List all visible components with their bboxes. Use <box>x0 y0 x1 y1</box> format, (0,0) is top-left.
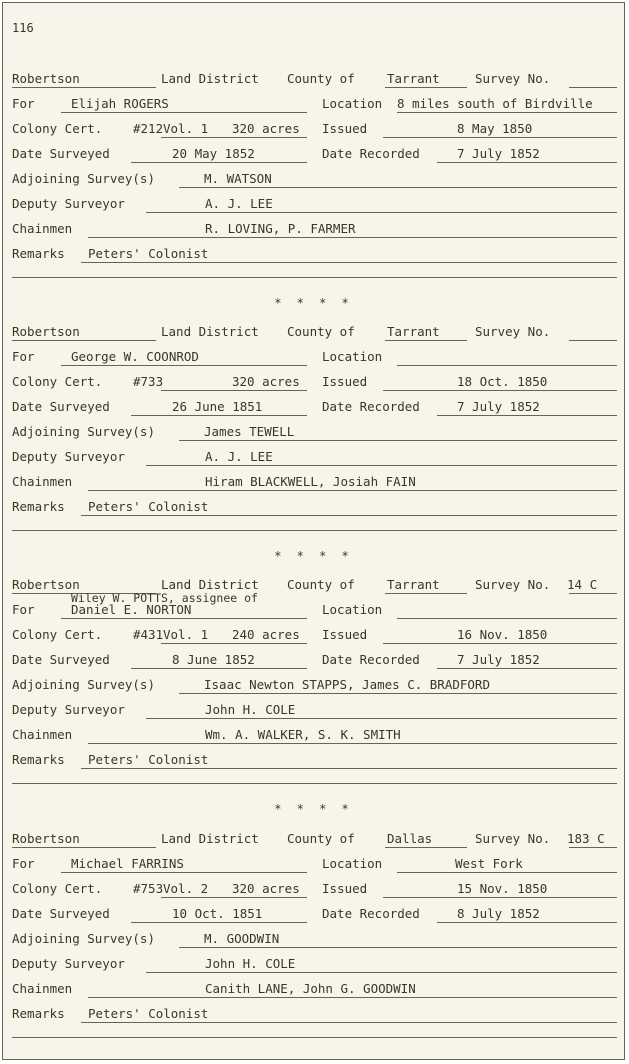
chainmen-label: Chainmen <box>12 221 73 236</box>
fill-line <box>88 743 617 744</box>
record-row <box>3 1006 624 1026</box>
location-label: Location <box>322 602 383 617</box>
fill-line <box>397 365 617 366</box>
fill-line <box>179 440 617 441</box>
survey-no-label: Survey No. <box>475 577 551 592</box>
record-row <box>3 831 624 851</box>
survey-no-value: 14 C <box>567 577 598 592</box>
blank-line <box>12 277 617 278</box>
record-row <box>3 146 624 166</box>
date-recorded-label: Date Recorded <box>322 652 420 667</box>
for-label: For <box>12 602 35 617</box>
deputy-label: Deputy Surveyor <box>12 702 125 717</box>
fill-line <box>437 415 617 416</box>
fill-line <box>161 137 307 138</box>
fill-line <box>61 618 307 619</box>
date-recorded-value: 7 July 1852 <box>457 652 540 667</box>
blank-line <box>12 530 617 531</box>
record-row <box>3 349 624 369</box>
cert-number: #753 <box>133 881 164 896</box>
cert-acres: 240 acres <box>232 627 300 642</box>
fill-line <box>88 237 617 238</box>
chainmen-label: Chainmen <box>12 727 73 742</box>
chainmen-value: Hiram BLACKWELL, Josiah FAIN <box>205 474 416 489</box>
fill-line <box>88 490 617 491</box>
adjoining-label: Adjoining Survey(s) <box>12 424 155 439</box>
date-surveyed-label: Date Surveyed <box>12 652 110 667</box>
chainmen-label: Chainmen <box>12 474 73 489</box>
chainmen-value: Canith LANE, John G. GOODWIN <box>205 981 416 996</box>
cert-volume: Vol. 1 <box>163 627 209 642</box>
deputy-value: A. J. LEE <box>205 449 273 464</box>
deputy-label: Deputy Surveyor <box>12 956 125 971</box>
colony-cert-label: Colony Cert. <box>12 121 103 136</box>
record-row <box>3 399 624 419</box>
deputy-value: John H. COLE <box>205 956 296 971</box>
for-label: For <box>12 349 35 364</box>
record-row <box>3 727 624 747</box>
county-label: County of <box>287 324 355 339</box>
fill-line <box>383 137 617 138</box>
county-label: County of <box>287 831 355 846</box>
record-row <box>3 702 624 722</box>
date-recorded-label: Date Recorded <box>322 146 420 161</box>
fill-line <box>61 872 307 873</box>
date-recorded-label: Date Recorded <box>322 906 420 921</box>
chainmen-value: R. LOVING, P. FARMER <box>205 221 356 236</box>
record-separator: * * * * <box>274 802 353 816</box>
date-surveyed-label: Date Surveyed <box>12 906 110 921</box>
record-row <box>3 246 624 266</box>
record-row <box>3 856 624 876</box>
deputy-label: Deputy Surveyor <box>12 196 125 211</box>
blank-line <box>12 783 617 784</box>
cert-acres: 320 acres <box>232 374 300 389</box>
issued-label: Issued <box>322 627 368 642</box>
adjoining-value: Isaac Newton STAPPS, James C. BRADFORD <box>204 677 490 692</box>
deputy-value: A. J. LEE <box>205 196 273 211</box>
for-value: Daniel E. NORTON <box>71 602 192 617</box>
record-row <box>3 627 624 647</box>
fill-line <box>131 668 307 669</box>
county-label: County of <box>287 577 355 592</box>
for-label: For <box>12 856 35 871</box>
fill-line <box>397 872 617 873</box>
issued-value: 8 May 1850 <box>457 121 533 136</box>
survey-no-label: Survey No. <box>475 831 551 846</box>
for-value: Michael FARRINS <box>71 856 184 871</box>
for-value: George W. COONROD <box>71 349 199 364</box>
record-row <box>3 906 624 926</box>
fill-line <box>569 87 617 88</box>
fill-line <box>179 187 617 188</box>
county-value: Dallas <box>387 831 433 846</box>
fill-line <box>385 593 467 594</box>
date-recorded-value: 7 July 1852 <box>457 146 540 161</box>
cert-volume: Vol. 2 <box>163 881 209 896</box>
record-row <box>3 956 624 976</box>
date-recorded-label: Date Recorded <box>322 399 420 414</box>
record-row <box>3 881 624 901</box>
fill-line <box>81 515 617 516</box>
county-value: Tarrant <box>387 577 440 592</box>
fill-line <box>81 768 617 769</box>
remarks-value: Peters' Colonist <box>88 499 209 514</box>
fill-line <box>383 897 617 898</box>
district-label: Land District <box>161 71 259 86</box>
county-label: County of <box>287 71 355 86</box>
fill-line <box>383 390 617 391</box>
record-row <box>3 171 624 191</box>
record-row <box>3 424 624 444</box>
fill-line <box>146 972 617 973</box>
fill-line <box>146 212 617 213</box>
remarks-label: Remarks <box>12 499 65 514</box>
remarks-label: Remarks <box>12 1006 65 1021</box>
location-label: Location <box>322 856 383 871</box>
issued-value: 15 Nov. 1850 <box>457 881 548 896</box>
adjoining-label: Adjoining Survey(s) <box>12 931 155 946</box>
record-separator: * * * * <box>274 296 353 310</box>
colony-cert-label: Colony Cert. <box>12 881 103 896</box>
fill-line <box>437 668 617 669</box>
location-label: Location <box>322 96 383 111</box>
location-label: Location <box>322 349 383 364</box>
record-row <box>3 449 624 469</box>
fill-line <box>569 593 617 594</box>
district-value: Robertson <box>12 324 80 339</box>
date-surveyed-value: 10 Oct. 1851 <box>172 906 263 921</box>
fill-line <box>385 87 467 88</box>
district-value: Robertson <box>12 831 80 846</box>
remarks-label: Remarks <box>12 246 65 261</box>
cert-acres: 320 acres <box>232 121 300 136</box>
fill-line <box>397 112 617 113</box>
date-recorded-value: 7 July 1852 <box>457 399 540 414</box>
page-number: 116 <box>12 21 34 35</box>
adjoining-label: Adjoining Survey(s) <box>12 171 155 186</box>
date-surveyed-label: Date Surveyed <box>12 399 110 414</box>
fill-line <box>61 112 307 113</box>
record-row <box>3 931 624 951</box>
county-value: Tarrant <box>387 324 440 339</box>
fill-line <box>61 365 307 366</box>
fill-line <box>81 262 617 263</box>
district-label: Land District <box>161 577 259 592</box>
fill-line <box>437 162 617 163</box>
fill-line <box>569 340 617 341</box>
fill-line <box>161 897 307 898</box>
cert-volume: Vol. 1 <box>163 121 209 136</box>
fill-line <box>88 997 617 998</box>
fill-line <box>385 340 467 341</box>
fill-line <box>81 1022 617 1023</box>
date-surveyed-value: 26 June 1851 <box>172 399 263 414</box>
location-value: West Fork <box>455 856 523 871</box>
document-page <box>2 2 625 1060</box>
remarks-value: Peters' Colonist <box>88 1006 209 1021</box>
cert-number: #212 <box>133 121 164 136</box>
issued-label: Issued <box>322 374 368 389</box>
fill-line <box>131 162 307 163</box>
fill-line <box>131 415 307 416</box>
cert-number: #733 <box>133 374 164 389</box>
fill-line <box>385 847 467 848</box>
issued-label: Issued <box>322 881 368 896</box>
record-row <box>3 591 624 622</box>
fill-line <box>146 718 617 719</box>
record-row <box>3 221 624 241</box>
location-value: 8 miles south of Birdville <box>397 96 593 111</box>
chainmen-value: Wm. A. WALKER, S. K. SMITH <box>205 727 401 742</box>
fill-line <box>161 390 307 391</box>
fill-line <box>12 847 156 848</box>
fill-line <box>12 340 156 341</box>
for-label: For <box>12 96 35 111</box>
district-value: Robertson <box>12 577 80 592</box>
adjoining-value: M. WATSON <box>204 171 272 186</box>
record-row <box>3 474 624 494</box>
record-row <box>3 374 624 394</box>
date-surveyed-value: 8 June 1852 <box>172 652 255 667</box>
fill-line <box>146 465 617 466</box>
for-value-line2: Wiley W. POTTS, assignee of <box>71 591 258 605</box>
deputy-label: Deputy Surveyor <box>12 449 125 464</box>
district-label: Land District <box>161 831 259 846</box>
fill-line <box>437 922 617 923</box>
record-row <box>3 324 624 344</box>
fill-line <box>161 643 307 644</box>
record-row <box>3 981 624 1001</box>
fill-line <box>131 922 307 923</box>
record-row <box>3 652 624 672</box>
record-row <box>3 196 624 216</box>
record-row <box>3 96 624 116</box>
date-recorded-value: 8 July 1852 <box>457 906 540 921</box>
fill-line <box>569 847 617 848</box>
remarks-value: Peters' Colonist <box>88 246 209 261</box>
remarks-label: Remarks <box>12 752 65 767</box>
record-row <box>3 499 624 519</box>
cert-acres: 320 acres <box>232 881 300 896</box>
fill-line <box>179 947 617 948</box>
record-row <box>3 677 624 697</box>
deputy-value: John H. COLE <box>205 702 296 717</box>
issued-value: 18 Oct. 1850 <box>457 374 548 389</box>
colony-cert-label: Colony Cert. <box>12 374 103 389</box>
fill-line <box>383 643 617 644</box>
fill-line <box>397 618 617 619</box>
adjoining-value: James TEWELL <box>204 424 295 439</box>
issued-label: Issued <box>322 121 368 136</box>
colony-cert-label: Colony Cert. <box>12 627 103 642</box>
survey-no-value: 183 C <box>567 831 605 846</box>
fill-line <box>179 693 617 694</box>
district-value: Robertson <box>12 71 80 86</box>
remarks-value: Peters' Colonist <box>88 752 209 767</box>
date-surveyed-label: Date Surveyed <box>12 146 110 161</box>
issued-value: 16 Nov. 1850 <box>457 627 548 642</box>
record-separator: * * * * <box>274 549 353 563</box>
county-value: Tarrant <box>387 71 440 86</box>
survey-no-label: Survey No. <box>475 71 551 86</box>
record-row <box>3 121 624 141</box>
adjoining-label: Adjoining Survey(s) <box>12 677 155 692</box>
for-value: Elijah ROGERS <box>71 96 169 111</box>
chainmen-label: Chainmen <box>12 981 73 996</box>
record-row <box>3 71 624 91</box>
cert-number: #431 <box>133 627 164 642</box>
district-label: Land District <box>161 324 259 339</box>
date-surveyed-value: 20 May 1852 <box>172 146 255 161</box>
fill-line <box>12 87 156 88</box>
survey-no-label: Survey No. <box>475 324 551 339</box>
blank-line <box>12 1037 617 1038</box>
record-row <box>3 752 624 772</box>
adjoining-value: M. GOODWIN <box>204 931 280 946</box>
